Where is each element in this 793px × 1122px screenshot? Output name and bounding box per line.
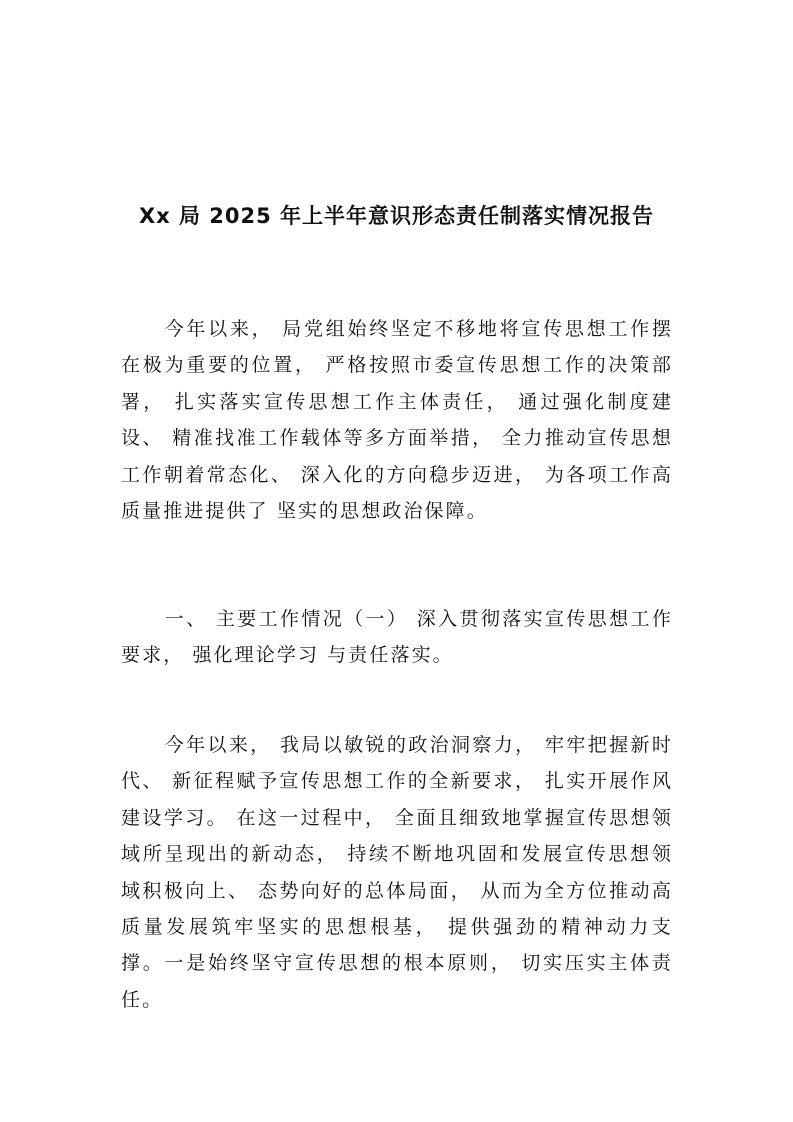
body-paragraph-intro: 今年以来， 局党组始终坚定不移地将宣传思想工作摆在极为重要的位置， 严格按照市委宣传思想工作的决策部署， 扎实落实宣传思想工作主体责任， 通过强化制度建设、 精准找准工作载体等多方面举措， 全力推动宣传思想工作朝着常态化、 深入化的方向稳步迈进， 为各项工作高质量推进提供了 坚实的思想政治保障。 (121, 318, 673, 523)
body-paragraph-details: 今年以来， 我局以敏锐的政治洞察力， 牢牢把握新时代、 新征程赋予宣传思想工作的全新要求， 扎实开展作风建设学习。 在这一过程中， 全面且细致地掌握宣传思想领域所呈现出的新动态， 持续不断地巩固和发展宣传思想领域积极向上、 态势向好的总体局面， 从而为全方位推动高质量发展筑牢坚实的思想根基， 提供强劲的精神动力支撑。一是始终坚守宣传思想的根本原则， 切实压实主体责任。 (121, 734, 673, 1011)
document-title: Xx 局 2025 年上半年意识形态责任制落实情况报告 (138, 204, 655, 228)
section-heading-paragraph: 一、 主要工作情况（一） 深入贯彻落实宣传思想工作要求， 强化理论学习 与责任落实。 (121, 608, 673, 667)
